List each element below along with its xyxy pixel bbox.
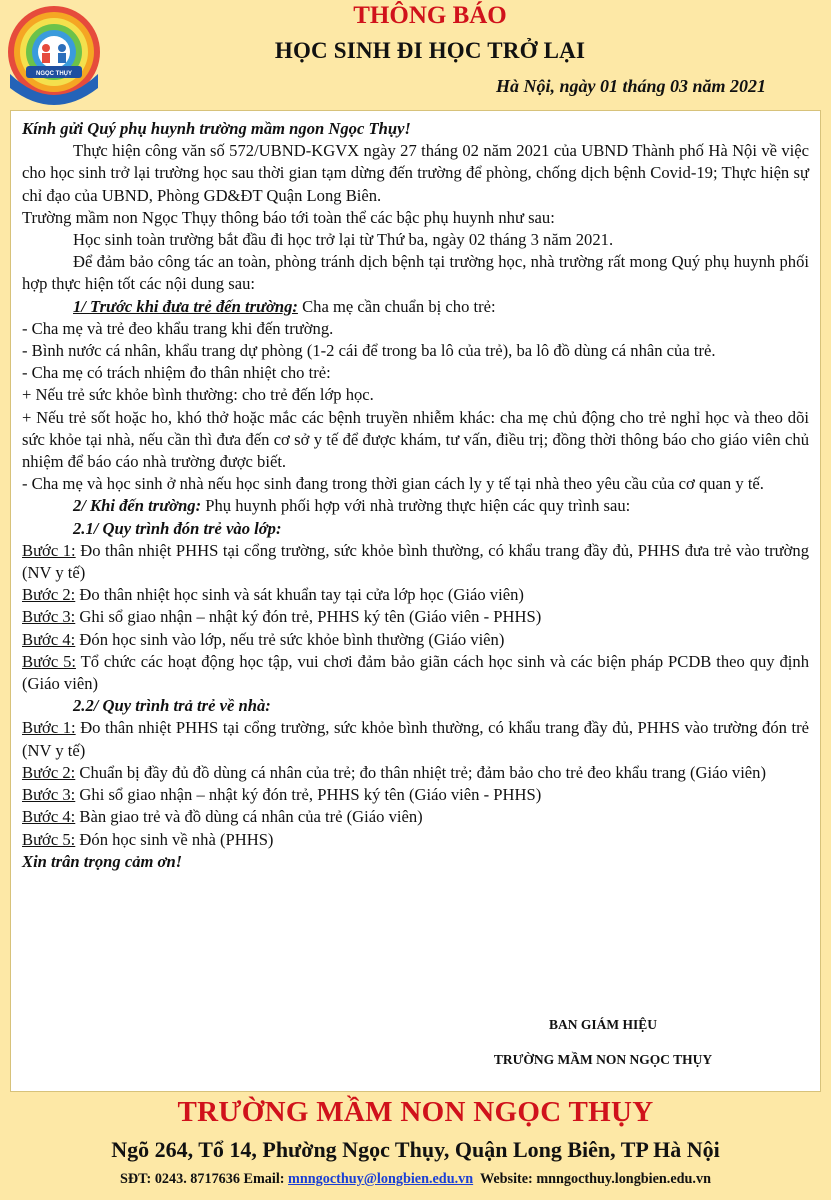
paragraph-4: Để đảm bảo công tác an toàn, phòng tránh dịch bệnh tại trường học, nhà trường rất mong Quý phụ huynh phối hợp thực hiện tốt các nội dung sau:: [22, 252, 809, 294]
school-logo: [4, 4, 104, 108]
footer: [0, 1092, 831, 1200]
notice-title: THÔNG BÁO: [353, 2, 507, 29]
s1-item: + Nếu trẻ sốt hoặc ho, khó thở hoặc mắc các bệnh truyền nhiễm khác: cha mẹ chủ động cho trẻ nghỉ học và theo dõi sức khỏe tại nhà, nếu cần thì đưa đến cơ sở y tế để được khám, tư vấn, điều trị; đồng thời thông báo cho giáo viên chủ nhiệm để báo cáo nhà trường được biết.: [22, 407, 809, 472]
step-text: Ghi sổ giao nhận – nhật ký đón trẻ, PHHS ký tên (Giáo viên - PHHS): [75, 607, 542, 627]
step-text: Tổ chức các hoạt động học tập, vui chơi đảm bảo giãn cách học sinh và các biện pháp PCDB theo quy định (Giáo viên): [22, 651, 809, 694]
step-text: Đo thân nhiệt học sinh và sát khuẩn tay tại cửa lớp học (Giáo viên): [75, 585, 524, 605]
step-text: Đo thân nhiệt PHHS tại cổng trường, sức khỏe bình thường, có khẩu trang đầy đủ, PHHS đưa trẻ vào trường (NV y tế): [22, 540, 809, 583]
step-item: [22, 540, 809, 584]
step-text: Bàn giao trẻ và đồ dùng cá nhân của trẻ (Giáo viên): [75, 807, 423, 827]
step-label: Bước 3:: [22, 785, 76, 805]
step-label: Bước 4:: [22, 807, 76, 827]
section-2-2: [22, 695, 809, 717]
s1-item: - Bình nước cá nhân, khẩu trang dự phòng (1-2 cái để trong ba lô của trẻ), ba lô đồ dùng cá nhân của trẻ.: [22, 341, 716, 361]
section-2: [22, 495, 809, 517]
footer-address: Ngõ 264, Tổ 14, Phường Ngọc Thụy, Quận Long Biên, TP Hà Nội: [111, 1137, 720, 1162]
footer-school-name: TRƯỜNG MẦM NON NGỌC THỤY: [177, 1096, 654, 1128]
section-2-heading: 2/ Khi đến trường:: [73, 496, 202, 516]
step-label: Bước 3:: [22, 607, 76, 627]
section-2-1-heading: 2.1/ Quy trình đón trẻ vào lớp:: [73, 518, 282, 538]
signature-title: BAN GIÁM HIỆU: [548, 1017, 657, 1032]
footer-contact: [0, 1171, 831, 1188]
step-label: Bước 4:: [22, 629, 76, 649]
s1-item: - Cha mẹ và trẻ đeo khẩu trang khi đến trường.: [22, 318, 334, 338]
step-label: Bước 2:: [22, 762, 76, 782]
notice-subtitle: HỌC SINH ĐI HỌC TRỞ LẠI: [274, 38, 586, 63]
step-item: [22, 806, 809, 828]
thanks-line: Xin trân trọng cảm ơn!: [22, 851, 183, 871]
paragraph-1: Thực hiện công văn số 572/UBND-KGVX ngày 27 tháng 02 năm 2021 của UBND Thành phố Hà Nội về việc cho học sinh trở lại trường học sau thời gian tạm dừng đến trường để phòng, chống dịch bệnh Covid-19; Thực hiện sự chỉ đạo của UBND, Phòng GD&ĐT Quận Long Biên.: [22, 141, 809, 205]
s1-item: + Nếu trẻ sức khỏe bình thường: cho trẻ đến lớp học.: [22, 385, 374, 405]
footer-email-link[interactable]: mnngocthuy@longbien.edu.vn: [288, 1171, 474, 1187]
notice-date: Hà Nội, ngày 01 tháng 03 năm 2021: [495, 76, 766, 96]
step-item: [22, 784, 809, 806]
paragraph-3: Học sinh toàn trường bắt đầu đi học trở lại từ Thứ ba, ngày 02 tháng 3 năm 2021.: [73, 230, 614, 250]
footer-website: Website: mnngocthuy.longbien.edu.vn: [479, 1171, 711, 1187]
step-item: [22, 717, 809, 761]
step-item: [22, 606, 809, 628]
section-1-lead: Cha mẹ cần chuẩn bị cho trẻ:: [297, 296, 496, 316]
greeting: Kính gửi Quý phụ huynh trường mầm ngon Ngọc Thụy!: [22, 119, 411, 138]
step-text: Đo thân nhiệt PHHS tại cổng trường, sức khỏe bình thường, có khẩu trang đầy đủ, PHHS vào trường đón trẻ (NV y tế): [22, 718, 809, 760]
section-2-1: [22, 518, 809, 540]
notice-body: [22, 118, 809, 873]
step-item: [22, 762, 809, 784]
step-label: Bước 1:: [22, 718, 76, 738]
step-label: Bước 5:: [22, 829, 76, 849]
footer-phone: SĐT: 0243. 8717636: [120, 1171, 240, 1187]
svg-text:NGỌC THỤY: NGỌC THỤY: [36, 71, 72, 77]
step-item: [22, 584, 809, 606]
step-text: Đón học sinh vào lớp, nếu trẻ sức khỏe bình thường (Giáo viên): [75, 629, 505, 649]
s1-item: - Cha mẹ có trách nhiệm đo thân nhiệt cho trẻ:: [22, 363, 331, 383]
s1-item: - Cha mẹ và học sinh ở nhà nếu học sinh đang trong thời gian cách ly y tế tại nhà theo yêu cầu của cơ quan y tế.: [22, 474, 764, 494]
step-label: Bước 2:: [22, 585, 76, 605]
section-1-heading: 1/ Trước khi đưa trẻ đến trường:: [73, 296, 298, 316]
step-item: [22, 629, 809, 651]
section-2-lead: Phụ huynh phối hợp với nhà trường thực hiện các quy trình sau:: [201, 496, 631, 516]
step-text: Ghi sổ giao nhận – nhật ký đón trẻ, PHHS ký tên (Giáo viên - PHHS): [75, 785, 542, 805]
footer-email-label: Email:: [243, 1171, 285, 1187]
section-2-2-heading: 2.2/ Quy trình trả trẻ về nhà:: [73, 696, 271, 716]
step-label: Bước 5:: [22, 651, 76, 671]
step-item: [22, 651, 809, 695]
step-text: Chuẩn bị đầy đủ đồ dùng cá nhân của trẻ; đo thân nhiệt trẻ; đảm bảo cho trẻ đeo khẩu trang (Giáo viên): [75, 762, 766, 782]
step-label: Bước 1:: [22, 540, 76, 560]
header: [0, 0, 831, 110]
section-1: [22, 296, 809, 318]
paragraph-2: Trường mầm non Ngọc Thụy thông báo tới toàn thể các bậc phụ huynh như sau:: [22, 207, 555, 227]
signature-school: TRƯỜNG MẦM NON NGỌC THỤY: [493, 1052, 713, 1067]
step-item: [22, 829, 809, 851]
step-text: Đón học sinh về nhà (PHHS): [75, 829, 274, 849]
